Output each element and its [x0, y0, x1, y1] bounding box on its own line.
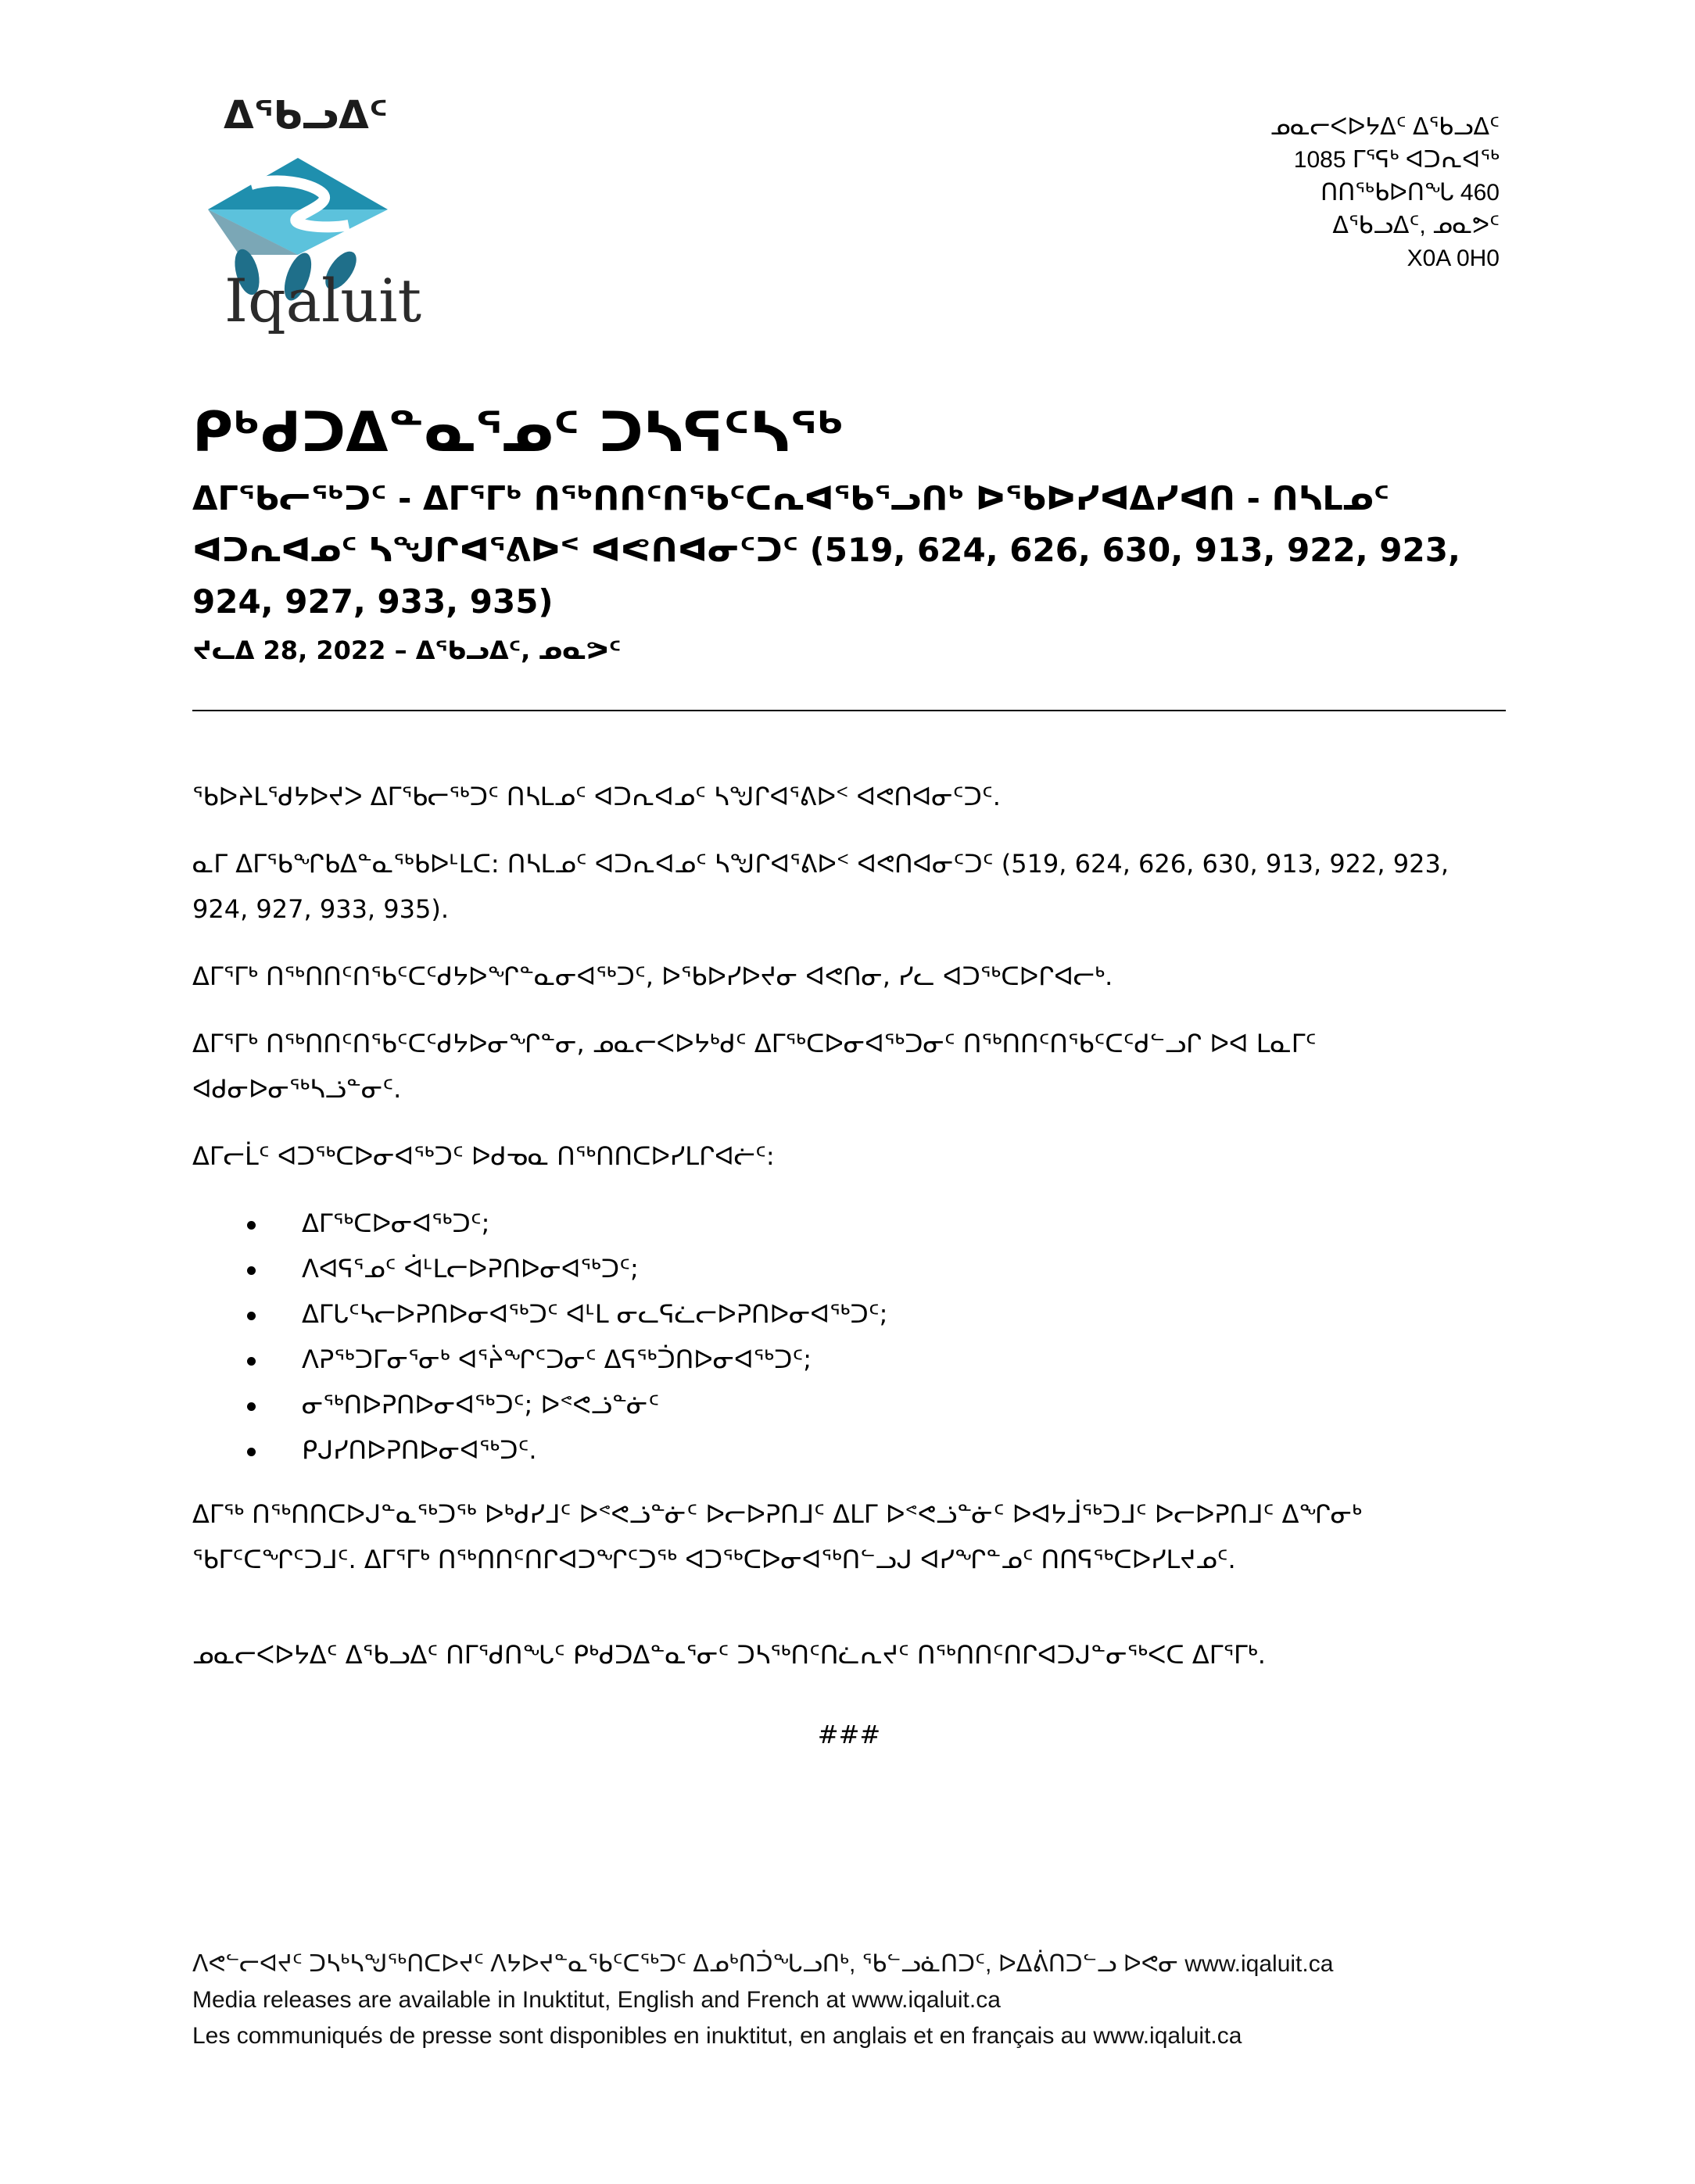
divider [192, 710, 1506, 711]
footer-line-english: Media releases are available in Inuktitut, English and French at www.iqaluit.ca [192, 1987, 1001, 2013]
logo-syllabics: ᐃᖃᓗᐃᑦ [224, 92, 388, 138]
paragraph: ᐃᒥᖅ ᑎᖅᑎᑎᑕᐅᒍᓐᓇᖅᑐᖅ ᐅᒃᑯᓯᒧᑦ ᐅᕝᕙᓘᓐᓃᑦ ᐅᓕᐅᕈᑎᒧᑦ ᐃᒪᒥ ᐅᕝᕙᓘᓐᓃᑦ ᐅᐊᔭᒨᖅᑐᒧᑦ ᐅᓕᐅᕈᑎᒧᑦ ᐃᖏᓂᒃ ᖃᒥᑦᑕᖏᑦᑐᒧᑦ. ᐃᒥᕐᒥᒃ ᑎᖅᑎᑎᑦᑎᒋᐊᑐᖏᑦᑐᖅ ᐊᑐᖅᑕᐅᓂᐊᖅᑎᓪᓗᒍ ᐊᓯᖏᓐᓄᑦ ᑎᑎᕋᖅᑕᐅᓯᒪᔪᓄᑦ. [192, 1499, 1363, 1574]
footer [192, 1946, 1521, 2054]
heading-block [192, 395, 1506, 670]
list-item [192, 1427, 1506, 1473]
body-text [192, 774, 1506, 1779]
footer-line-inuktitut: ᐱᕙᓪᓕᐊᔪᑦ ᑐᓴᒃᓴᖑᖅᑎᑕᐅᔪᑦ ᐱᔭᐅᔪᓐᓇᖃᑦᑕᖅᑐᑦ ᐃᓄᒃᑎᑑᖓᓗᑎᒃ, ᖃᓪᓗᓈᑎᑐᑦ, ᐅᐃᕖᑎᑐᓪᓗ ᐅᕙᓂ www.iqaluit.ca [192, 1951, 1334, 1977]
list-item-text: ᐱᐊᕋᕐᓄᑦ ᐋᒻᒪᓕᐅᕈᑎᐅᓂᐊᖅᑐᑦ; [302, 1254, 639, 1284]
address-line: ᐃᖃᓗᐃᑦ, ᓄᓇᕗᑦ [1332, 213, 1500, 238]
bullet-icon [247, 1266, 256, 1275]
list-item-text: ᐃᒥᖅᑕᐅᓂᐊᖅᑐᑦ; [302, 1208, 490, 1238]
logo-wordmark: Iqaluit [224, 266, 422, 335]
paragraph: ᐃᒥᕐᒥᒃ ᑎᖅᑎᑎᑦᑎᖃᑦᑕᑦᑯᔭᐅᖏᓐᓇᓂᐊᖅᑐᑦ, ᐅᖃᐅᓯᐅᔪᓂ ᐊᕙᑎᓂ, ᓯᓚ ᐊᑐᖅᑕᐅᒋᐊᓕᒃ. [192, 961, 1113, 991]
dateline: ᔪᓚᐃ 28, 2022 – ᐃᖃᓗᐃᑦ, ᓄᓇᕗᑦ [192, 636, 622, 665]
end-mark: ### [817, 1720, 881, 1749]
address-line: ᓄᓇᓕᐸᐅᔭᐃᑦ ᐃᖃᓗᐃᑦ [1270, 114, 1500, 140]
list-item [192, 1337, 1506, 1382]
list-item-text: ᐱᕈᖅᑐᒥᓂᕐᓂᒃ ᐊᕐᔩᖏᑦᑐᓂᑦ ᐃᕋᖅᑑᑎᐅᓂᐊᖅᑐᑦ; [302, 1344, 812, 1374]
paragraph: ᐃᒥᕐᒥᒃ ᑎᖅᑎᑎᑦᑎᖃᑦᑕᑦᑯᔭᐅᓂᖏᓐᓂ, ᓄᓇᓕᐸᐅᔭᒃᑯᑦ ᐃᒥᖅᑕᐅᓂᐊᖅᑐᓂᑦ ᑎᖅᑎᑎᑦᑎᖃᑦᑕᑦᑯᓪᓗᒋ ᐅᐊ ᒪᓇᒥᑦ ᐊᑯᓂᐅᓂᖅᓴᓘᓐᓂᑦ. [192, 1029, 1317, 1104]
list-item [192, 1246, 1506, 1291]
bullet-icon [247, 1402, 256, 1411]
address-line: 1085 ᒥᕐᕋᒃ ᐊᑐᕆᐊᖅ [1293, 147, 1500, 173]
address-line: ᑎᑎᖅᑲᐅᑎᖓ 460 [1321, 180, 1500, 206]
paragraph: ᖃᐅᔨᒪᖁᔭᐅᔪᐳ ᐃᒥᖃᓕᖅᑐᑦ ᑎᓴᒪᓄᑦ ᐊᑐᕆᐊᓄᑦ ᓴᖑᒋᐊᕐᕕᐅᑉ ᐊᕙᑎᐊᓂᑦᑐᑦ. [192, 782, 1001, 811]
bullet-icon [247, 1448, 256, 1456]
list-item-text: ᑭᒍᓯᑎᐅᕈᑎᐅᓂᐊᖅᑐᑦ. [302, 1435, 537, 1465]
bullet-icon [247, 1312, 256, 1320]
list-item-text: ᐃᒥᒐᑦᓴᓕᐅᕈᑎᐅᓂᐊᖅᑐᑦ ᐊᒻᒪ ᓂᓚᕋᓛᓕᐅᕈᑎᐅᓂᐊᖅᑐᑦ; [302, 1299, 888, 1329]
list-item-text: ᓂᖅᑎᐅᕈᑎᐅᓂᐊᖅᑐᑦ; ᐅᕝᕙᓘᓐᓃᑦ [302, 1390, 660, 1420]
paragraph: ᐃᒥᓕᒫᑦ ᐊᑐᖅᑕᐅᓂᐊᖅᑐᑦ ᐅᑯᓀᓇ ᑎᖅᑎᑎᑕᐅᓯᒪᒋᐊᓖᑦ: [192, 1141, 775, 1171]
list-item [192, 1382, 1506, 1427]
list-item [192, 1201, 1506, 1246]
list-item [192, 1291, 1506, 1337]
paragraph: ᓇᒥ ᐃᒥᖃᖏᑲᐃᓐᓇᖅᑲᐅᒻᒪᑕ: ᑎᓴᒪᓄᑦ ᐊᑐᕆᐊᓄᑦ ᓴᖑᒋᐊᕐᕕᐅᑉ ᐊᕙᑎᐊᓂᑦᑐᑦ (519, 624, 626, 630, 913, 922, 923, 924, 927, 933, 935). [192, 849, 1449, 924]
page-title: ᑭᒃᑯᑐᐃᓐᓇᕐᓄᑦ ᑐᓴᕋᑦᓴᖅ [192, 400, 844, 464]
address-block [1270, 111, 1500, 275]
address-line: X0A 0H0 [1407, 245, 1500, 271]
bullet-list [192, 1201, 1506, 1473]
bullet-icon [247, 1221, 256, 1230]
footer-line-french: Les communiqués de presse sont disponibles en inuktitut, en anglais et en français au www.iqaluit.ca [192, 2023, 1242, 2049]
page-subtitle: ᐃᒥᖃᓕᖅᑐᑦ - ᐃᒥᕐᒥᒃ ᑎᖅᑎᑎᑦᑎᖃᑦᑕᕆᐊᖃᕐᓗᑎᒃ ᐅᖃᐅᓯᐊᐃᓯᐊᑎ - ᑎᓴᒪᓄᑦ ᐊᑐᕆᐊᓄᑦ ᓴᖑᒋᐊᕐᕕᐅᑉ ᐊᕙᑎᐊᓂᑦᑐᑦ (519, 624, 626, 630, 913, 922, 923, 924, 927, 933, 935) [192, 479, 1460, 621]
closing-paragraph: ᓄᓇᓕᐸᐅᔭᐃᑦ ᐃᖃᓗᐃᑦ ᑎᒥᖁᑎᖓᑦ ᑭᒃᑯᑐᐃᓐᓇᕐᓂᑦ ᑐᓴᖅᑎᑦᑎᓛᕆᔪᑦ ᑎᖅᑎᑎᑦᑎᒋᐊᑐᒍᓐᓂᖅᐸᑕ ᐃᒥᕐᒥᒃ. [192, 1640, 1266, 1670]
bullet-icon [247, 1357, 256, 1366]
